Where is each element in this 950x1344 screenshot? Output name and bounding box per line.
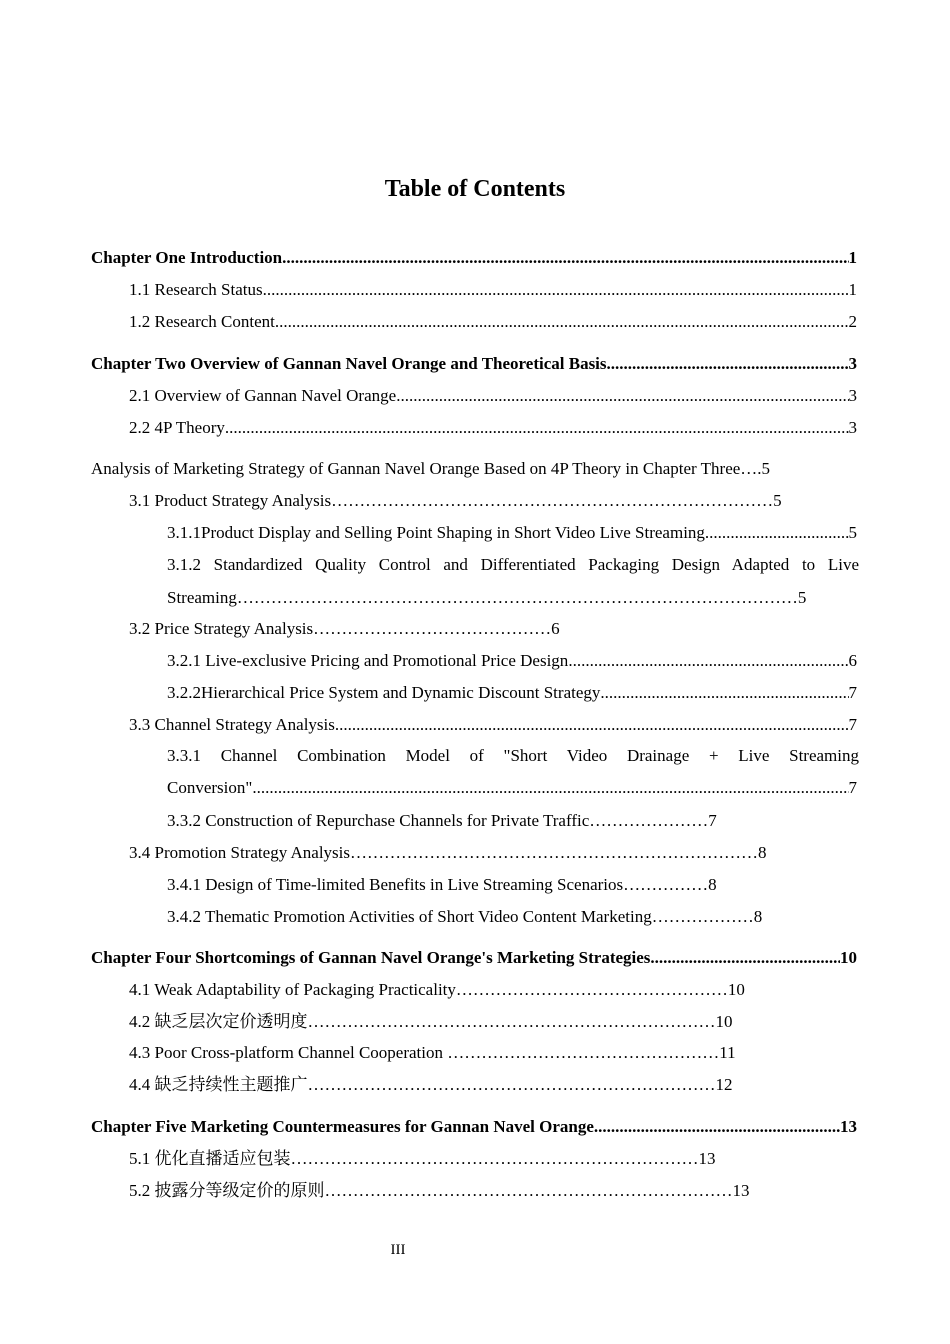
toc-entry-3-3-2[interactable]: 3.3.2 Construction of Repurchase Channels for Private Traffic…………………7 [167, 811, 717, 830]
toc-entry-3-1-2[interactable]: 3.1.2 Standardized Quality Control and Differentiated Packaging Design Adapted to Live [167, 555, 859, 574]
toc-entry-3-2-1[interactable] [167, 650, 857, 672]
toc-entry-3-2-2[interactable] [167, 682, 857, 704]
toc-entry-3-3-1[interactable]: 3.3.1 Channel Combination Model of "Short Video Drainage + Live Streaming [167, 746, 859, 765]
toc-entry-3-1-1[interactable] [167, 522, 857, 544]
toc-entry-text: 2.1 Overview of Gannan Navel Orange [129, 386, 397, 405]
toc-page-number: 7 [848, 683, 857, 702]
toc-page-number: 10 [840, 948, 857, 967]
toc-entry-3-4-2[interactable]: 3.4.2 Thematic Promotion Activities of Short Video Content Marketing………………8 [167, 907, 763, 926]
toc-entry-text: Chapter Two Overview of Gannan Navel Orange and Theoretical Basis [91, 354, 607, 373]
toc-entry-chapter-four[interactable] [91, 947, 857, 969]
toc-entry-chapter-five[interactable] [91, 1116, 857, 1138]
toc-entry-chapter-two[interactable] [91, 353, 857, 375]
page-footer-number: III [390, 1242, 406, 1258]
toc-entry-text: 1.1 Research Status [129, 280, 263, 299]
toc-entry-2-2[interactable] [129, 417, 857, 439]
toc-entry-text: 3.2.1 Live-exclusive Pricing and Promotional Price Design [167, 651, 569, 670]
toc-entry-text: Chapter Four Shortcomings of Gannan Navel Orange's Marketing Strategies [91, 948, 651, 967]
toc-page-number: 3 [848, 354, 857, 373]
toc-entry-3-3[interactable] [129, 714, 857, 736]
toc-page-number: 1 [848, 248, 857, 267]
page-title: Table of Contents [384, 176, 566, 202]
toc-page-number: 7 [848, 715, 857, 734]
toc-entry-4-4[interactable]: 4.4 缺乏持续性主题推广………………………………………………………………12 [129, 1075, 733, 1094]
toc-entry-3-3-1-cont[interactable] [167, 777, 857, 799]
toc-entry-1-1[interactable] [129, 279, 857, 301]
toc-entry-text: 3.3 Channel Strategy Analysis [129, 715, 335, 734]
toc-page-number: 6 [848, 651, 857, 670]
toc-page-number: 2 [848, 312, 857, 331]
toc-page-number: 3 [848, 418, 857, 437]
toc-entry-1-2[interactable] [129, 311, 857, 333]
toc-entry-chapter-three[interactable]: Analysis of Marketing Strategy of Gannan Navel Orange Based on 4P Theory in Chapter Three….5 [91, 459, 771, 478]
toc-entry-5-1[interactable]: 5.1 优化直播适应包装………………………………………………………………13 [129, 1149, 716, 1168]
toc-page-number: 3 [848, 386, 857, 405]
toc-entry-5-2[interactable]: 5.2 披露分等级定价的原则………………………………………………………………13 [129, 1181, 750, 1200]
toc-entry-text: 3.1.1Product Display and Selling Point Shaping in Short Video Live Streaming [167, 523, 705, 542]
toc-entry-text: 1.2 Research Content [129, 312, 275, 331]
toc-page-number: 7 [848, 778, 857, 797]
toc-entry-3-1[interactable]: 3.1 Product Strategy Analysis……………………………………………………………………5 [129, 491, 782, 510]
toc-page-number: 5 [848, 523, 857, 542]
toc-entry-4-1[interactable]: 4.1 Weak Adaptability of Packaging Practicality…………………………………………10 [129, 980, 745, 999]
toc-page-number: 1 [848, 280, 857, 299]
toc-entry-3-2[interactable]: 3.2 Price Strategy Analysis……………………………………6 [129, 619, 560, 638]
toc-entry-text: 2.2 4P Theory [129, 418, 225, 437]
toc-page-number: 13 [840, 1117, 857, 1136]
toc-entry-text: Chapter Five Marketing Countermeasures for Gannan Navel Orange [91, 1117, 594, 1136]
toc-entry-4-2[interactable]: 4.2 缺乏层次定价透明度………………………………………………………………10 [129, 1012, 733, 1031]
toc-entry-2-1[interactable] [129, 385, 857, 407]
toc-entry-text: Conversion" [167, 778, 253, 797]
toc-entry-text: Chapter One Introduction [91, 248, 283, 267]
toc-entry-text: 3.2.2Hierarchical Price System and Dynamic Discount Strategy [167, 683, 601, 702]
toc-entry-4-3[interactable]: 4.3 Poor Cross-platform Channel Cooperation …………………………………………11 [129, 1043, 736, 1062]
toc-entry-3-4-1[interactable]: 3.4.1 Design of Time-limited Benefits in Live Streaming Scenarios……………8 [167, 875, 717, 894]
toc-entry-3-1-2-cont[interactable]: Streaming………………………………………………………………………………………5 [167, 588, 807, 607]
toc-entry-chapter-one[interactable] [91, 247, 857, 269]
toc-entry-3-4[interactable]: 3.4 Promotion Strategy Analysis………………………………………………………………8 [129, 843, 767, 862]
